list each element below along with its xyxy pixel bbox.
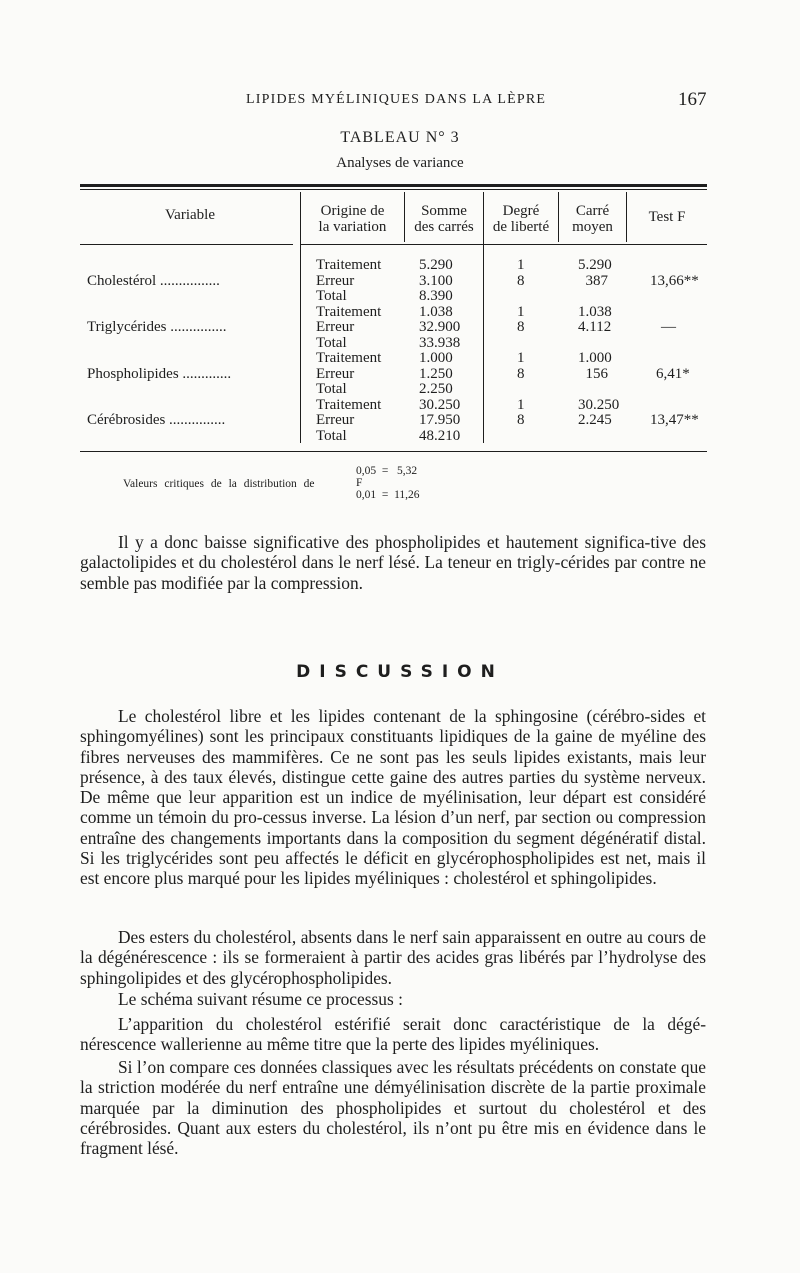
running-title: LIPIDES MYÉLINIQUES DANS LA LÈPRE (246, 92, 547, 107)
header-degre-line1: Degré (502, 203, 540, 219)
column-somme: 5.290 3.100 8.390 1.038 32.900 33.938 1.000 1.250 2.250 30.250 17.950 48.210 (419, 257, 461, 444)
table-bottom-rule (80, 451, 707, 452)
paragraph-discussion-2: Des esters du cholestérol, absents dans le nerf sain apparaissent en outre au cours de la dégénérescence : ils se formeraient à partir des acides gras libérés par l’hydrolyse des sphingolipides et des glycérophospholipides. (80, 927, 706, 988)
table-subtitle: Analyses de variance (336, 155, 464, 171)
column-origine: Traitement Erreur Total Traitement Erreur Total Traitement Erreur Total Traitement Erreur Total (316, 257, 382, 444)
section-heading-discussion: DISCUSSION (296, 662, 504, 682)
header-degre-line2: de liberté (492, 219, 550, 235)
paragraph-discussion-4: L’apparition du cholestérol estérifié serait donc caractéristique de la dégé-nérescence wallerienne au même titre que la perte des lipides myéliniques. (80, 1014, 706, 1055)
page-header (0, 89, 800, 113)
table-top-rule-thin (80, 189, 707, 190)
variable-cholesterol: Cholestérol ................ (87, 273, 220, 289)
paragraph-discussion-1: Le cholestérol libre et les lipides contenant de la sphingosine (cérébro-sides et sphingomyélines) sont les principaux constituants lipidiques de la gaine de myéline des fibres nerveuses des mammifères. Ce ne sont pas les seuls lipides existants, mais leur présence, à des taux élevés, distingue cette gaine des autres parties du système nerveux. De même que leur apparition est un indice de myélinisation, leur départ est considéré comme un témoin du pro-cessus inverse. La lésion d’un nerf, par section ou compression entraîne des changements importants dans la composition du segment dégénératif distal. Si les triglycérides sont peu affectés le déficit en glycérophospholipides est net, mais il est encore plus marqué pour les lipides myéliniques : cholestérol et sphingolipides. (80, 706, 706, 889)
critical-value-005: 0,05 = 5,32 (356, 465, 418, 477)
paragraph-discussion-3: Le schéma suivant résume ce processus : (118, 989, 403, 1009)
variable-phospholipides: Phospholipides ............. (87, 366, 232, 382)
paragraph-discussion-5: Si l’on compare ces données classiques avec les résultats précédents on constate que la striction modérée du nerf entraîne une démyélinisation discrète de la partie proximale marquée par la diminution des phospholipides et surtout du cholestérol et des cérébrosides. Quant aux esters du cholestérol, ils n’ont pu être mis en évidence dans le fragment lésé. (80, 1057, 706, 1159)
critical-label: Valeurs critiques de la distribution de (123, 478, 315, 490)
header-carre-line1: Carré (575, 203, 610, 219)
column-carre: 5.290 387 1.038 4.112 1.000 156 30.250 2.245 (578, 257, 620, 428)
header-origine-line2: la variation (318, 219, 387, 235)
header-somme-line2: des carrés (414, 219, 474, 235)
paragraph-result: Il y a donc baisse significative des phospholipides et hautement significa-tive des galactolipides et du cholestérol dans le nerf lésé. La teneur en trigly-cérides par contre ne semble pas modifiée par la compression. (80, 532, 706, 593)
critical-f: F (356, 477, 363, 489)
table-title: TABLEAU N° 3 (340, 129, 460, 146)
header-carre-line2: moyen (572, 219, 613, 235)
variable-triglycerides: Triglycérides ............... (87, 319, 227, 335)
table-header-rule-left (80, 244, 293, 245)
table-header-rule-right (301, 244, 707, 245)
column-degre: 1 8 1 8 1 8 1 8 (517, 257, 525, 428)
test-f-cholesterol: 13,66** (650, 273, 699, 289)
critical-value-001: 0,01 = 11,26 (356, 489, 420, 501)
header-origine-line1: Origine de (320, 203, 385, 219)
test-f-phospholipides: 6,41* (656, 366, 690, 382)
table-top-rule-thick (80, 184, 707, 187)
variable-cerebrosides: Cérébrosides ............... (87, 412, 226, 428)
header-somme-line1: Somme (421, 203, 467, 219)
header-variable: Variable (165, 207, 215, 223)
test-f-cerebrosides: 13,47** (650, 412, 699, 428)
header-test-f: Test F (648, 209, 686, 225)
test-f-triglycerides: — (661, 319, 676, 335)
page-number: 167 (678, 89, 707, 110)
